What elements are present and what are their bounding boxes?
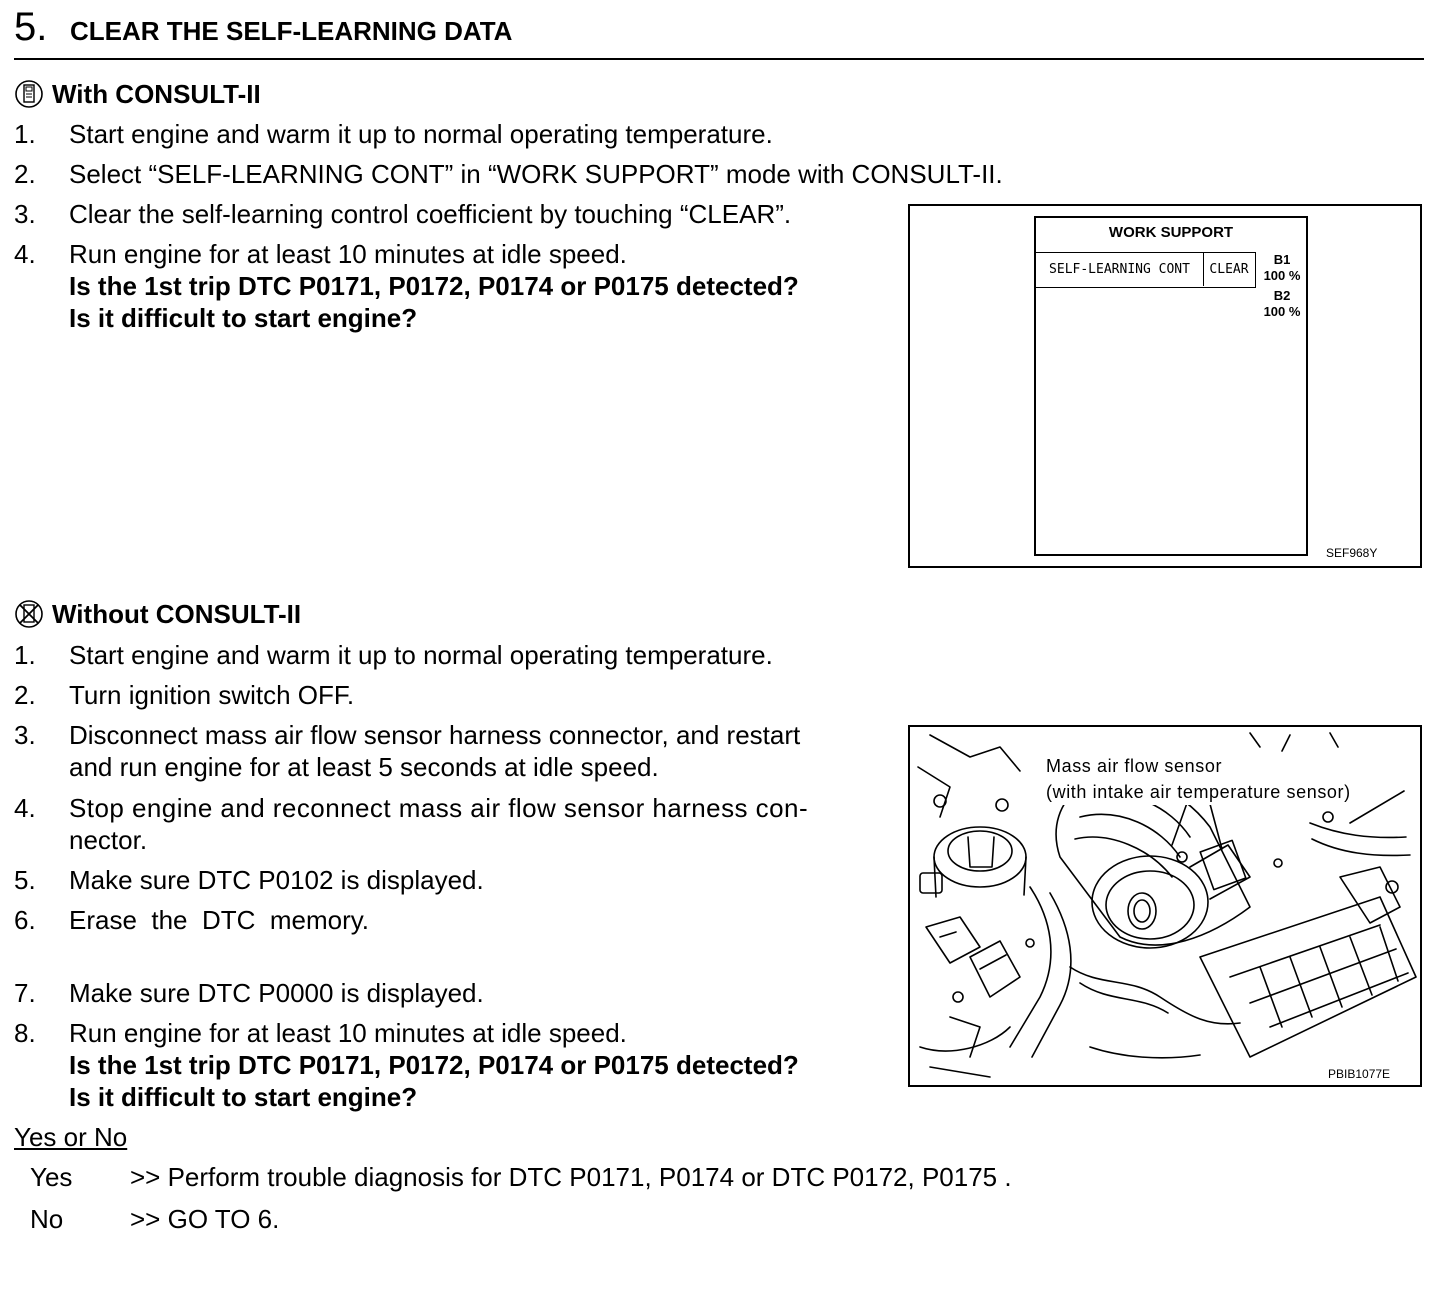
consult-screen (1034, 216, 1308, 556)
question: Is the 1st trip DTC P0171, P0172, P0174 or P0175 detected? (69, 1050, 799, 1080)
list-item: 2. Turn ignition switch OFF. (14, 680, 355, 710)
self-learning-row (1036, 252, 1256, 288)
with-consult-heading (14, 78, 261, 110)
clear-button[interactable]: CLEAR (1209, 262, 1249, 277)
yes-key: Yes (30, 1162, 73, 1192)
step-header (14, 4, 1424, 60)
b1-label: B1 (1273, 252, 1291, 267)
with-consult-heading-text: With CONSULT-II (52, 79, 261, 109)
b2-label: B2 (1273, 288, 1291, 303)
step-number: 5. (14, 5, 48, 49)
maf-sensor-figure (908, 725, 1422, 1087)
question: Is it difficult to start engine? (69, 1082, 418, 1112)
maf-sensor-label: Mass air flow sensor (with intake air temperature sensor) (1044, 753, 1353, 805)
question: Is it difficult to start engine? (69, 303, 418, 333)
list-item: 3. Clear the self-learning control coefficient by touching “CLEAR”. (14, 199, 792, 229)
no-tool-icon (14, 599, 44, 629)
list-item: 3. Disconnect mass air flow sensor harness connector, and restart and run engine for at least 5 seconds at idle speed. (14, 720, 801, 782)
no-key: No (30, 1204, 64, 1234)
yes-row (30, 1161, 1230, 1193)
figure-code: SEF968Y (1326, 546, 1378, 560)
question: Is the 1st trip DTC P0171, P0172, P0174 or P0175 detected? (69, 271, 799, 301)
list-item: 6. Erase the DTC memory. (14, 905, 370, 935)
b1-value: 100 % (1263, 268, 1301, 283)
no-row (30, 1203, 630, 1235)
list-item: 4. Stop engine and reconnect mass air flow sensor harness con- nector. (14, 793, 809, 855)
consult-tool-icon (14, 79, 44, 109)
list-item: 1. Start engine and warm it up to normal operating temperature. (14, 640, 773, 670)
figure-code: PBIB1077E (1328, 1067, 1391, 1081)
list-item: 8. Run engine for at least 10 minutes at idle speed. Is the 1st trip DTC P0171, P0172, P0174 or P0175 detected? Is it difficult to start engine? (14, 1018, 799, 1112)
b2-value: 100 % (1263, 304, 1301, 319)
without-consult-heading (14, 598, 301, 630)
step-title: CLEAR THE SELF-LEARNING DATA (70, 16, 513, 46)
list-item: 7. Make sure DTC P0000 is displayed. (14, 978, 484, 1008)
yes-or-no-label: Yes or No (14, 1122, 128, 1152)
screen-title: WORK SUPPORT (1108, 224, 1234, 241)
work-support-figure (908, 204, 1422, 568)
list-item: 2. Select “SELF-LEARNING CONT” in “WORK SUPPORT” mode with CONSULT-II. (14, 159, 1003, 189)
no-action: >> GO TO 6. (130, 1204, 280, 1234)
self-learning-label: SELF-LEARNING CONT (1036, 253, 1204, 286)
bank-values (1254, 250, 1310, 322)
list-item: 5. Make sure DTC P0102 is displayed. (14, 865, 484, 895)
without-consult-heading-text: Without CONSULT-II (52, 599, 302, 629)
list-item: 1. Start engine and warm it up to normal operating temperature. (14, 119, 773, 149)
yes-action: >> Perform trouble diagnosis for DTC P0171, P0174 or DTC P0172, P0175 . (130, 1162, 1012, 1192)
list-item: 4. Run engine for at least 10 minutes at idle speed. Is the 1st trip DTC P0171, P0172, P0174 or P0175 detected? Is it difficult to start engine? (14, 239, 799, 333)
